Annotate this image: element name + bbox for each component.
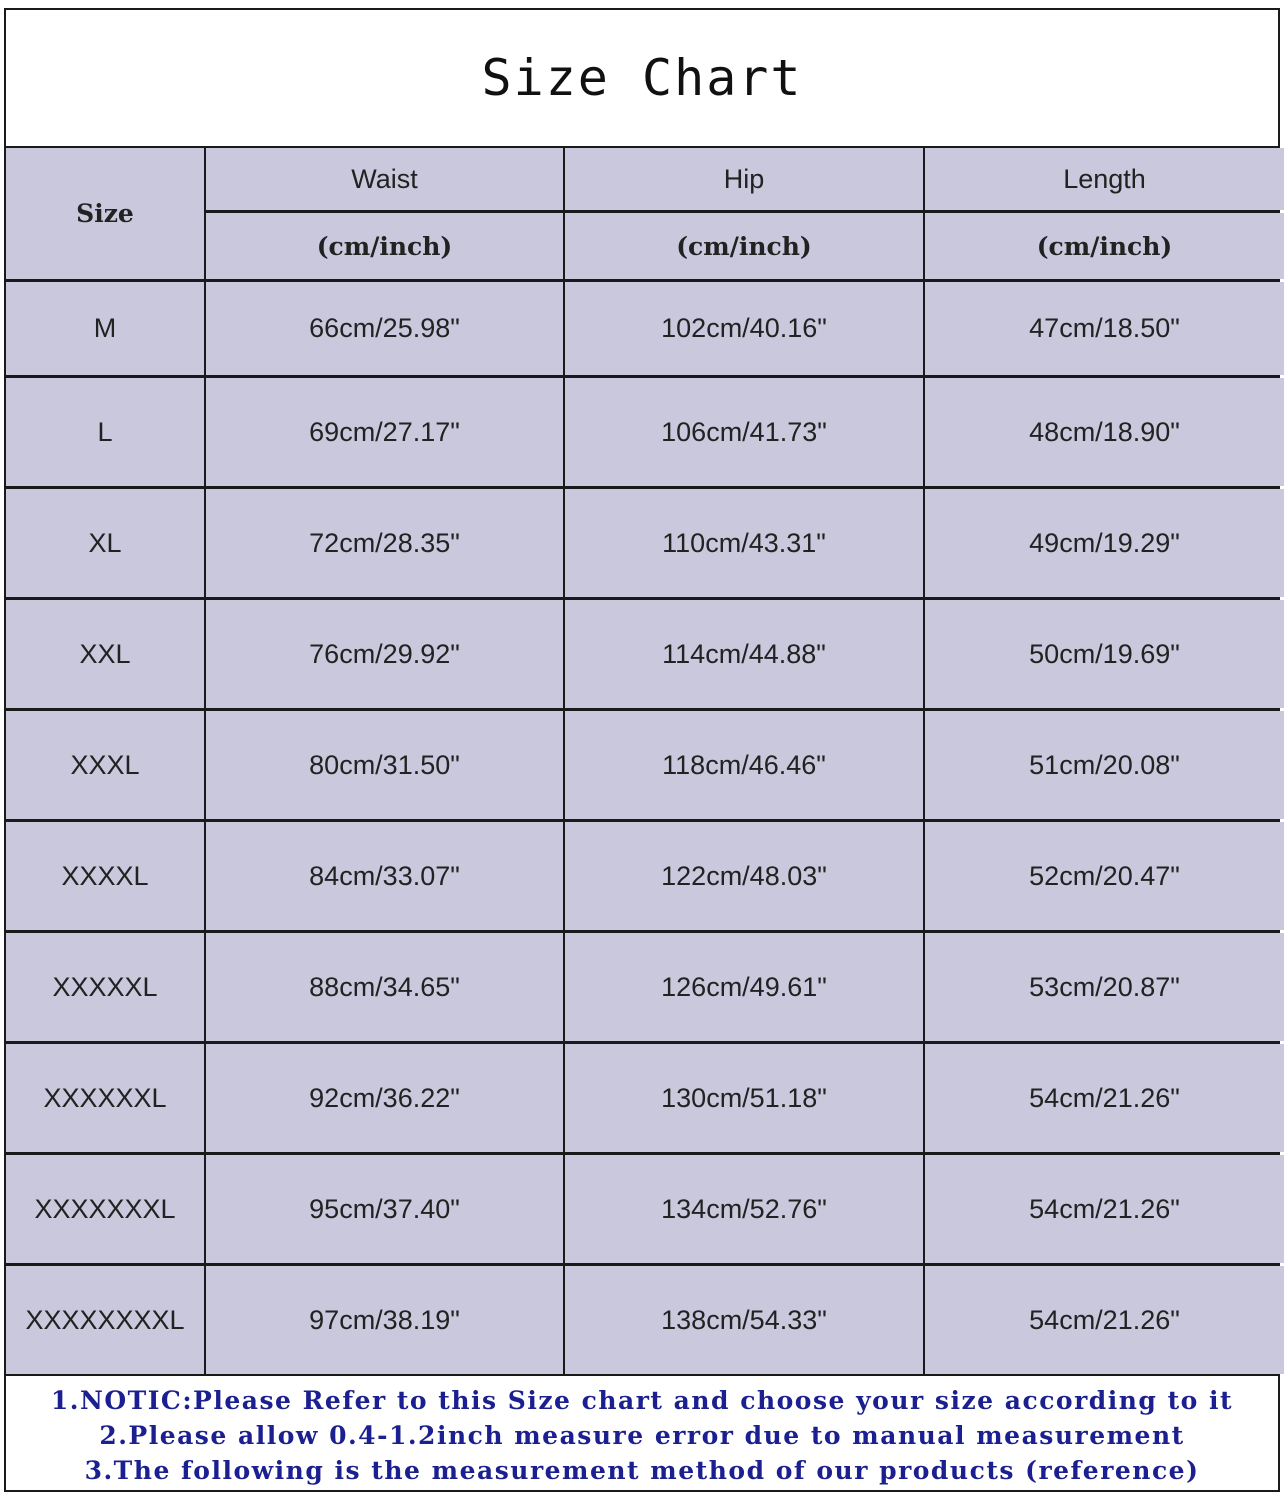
length-cell: 52cm/20.47" <box>925 822 1284 930</box>
size-cell: XXXL <box>6 711 204 819</box>
hip-cell: 126cm/49.61" <box>565 933 923 1041</box>
hip-cell: 102cm/40.16" <box>565 282 923 375</box>
length-cell: 54cm/21.26" <box>925 1155 1284 1263</box>
size-cell: XXXXL <box>6 822 204 930</box>
length-column-header: Length <box>925 148 1284 210</box>
hip-cell: 114cm/44.88" <box>565 600 923 708</box>
waist-column-header: Waist <box>206 148 563 210</box>
note-line-3: 3.The following is the measurement method of our products (reference) <box>84 1455 1200 1485</box>
hip-cell: 110cm/43.31" <box>565 489 923 597</box>
size-table <box>6 148 1278 1376</box>
length-cell: 51cm/20.08" <box>925 711 1284 819</box>
length-unit-label: (cm/inch) <box>925 213 1284 279</box>
length-cell: 47cm/18.50" <box>925 282 1284 375</box>
length-cell: 54cm/21.26" <box>925 1044 1284 1152</box>
hip-column-header: Hip <box>565 148 923 210</box>
length-cell: 53cm/20.87" <box>925 933 1284 1041</box>
length-cell: 54cm/21.26" <box>925 1266 1284 1374</box>
note-line-2: 2.Please allow 0.4-1.2inch measure error due to manual measurement <box>99 1420 1185 1450</box>
hip-cell: 134cm/52.76" <box>565 1155 923 1263</box>
note-line-1: 1.NOTIC:Please Refer to this Size chart and choose your size according to it <box>50 1385 1234 1415</box>
size-cell: M <box>6 282 204 375</box>
waist-cell: 72cm/28.35" <box>206 489 563 597</box>
hip-unit-label: (cm/inch) <box>565 213 923 279</box>
size-cell: XL <box>6 489 204 597</box>
size-cell: XXXXXL <box>6 933 204 1041</box>
hip-cell: 130cm/51.18" <box>565 1044 923 1152</box>
chart-title: Size Chart <box>6 10 1278 148</box>
size-cell: XXXXXXXL <box>6 1155 204 1263</box>
waist-cell: 76cm/29.92" <box>206 600 563 708</box>
waist-cell: 88cm/34.65" <box>206 933 563 1041</box>
size-cell: XXXXXXL <box>6 1044 204 1152</box>
waist-cell: 69cm/27.17" <box>206 378 563 486</box>
size-cell: XXL <box>6 600 204 708</box>
hip-cell: 122cm/48.03" <box>565 822 923 930</box>
length-cell: 50cm/19.69" <box>925 600 1284 708</box>
waist-cell: 80cm/31.50" <box>206 711 563 819</box>
notes-section <box>6 1380 1278 1490</box>
waist-cell: 97cm/38.19" <box>206 1266 563 1374</box>
hip-cell: 138cm/54.33" <box>565 1266 923 1374</box>
length-cell: 48cm/18.90" <box>925 378 1284 486</box>
waist-unit-label: (cm/inch) <box>206 213 563 279</box>
size-chart-frame <box>4 8 1280 1492</box>
waist-cell: 95cm/37.40" <box>206 1155 563 1263</box>
size-column-header: Size <box>6 148 204 279</box>
waist-cell: 84cm/33.07" <box>206 822 563 930</box>
waist-cell: 92cm/36.22" <box>206 1044 563 1152</box>
size-cell: XXXXXXXXL <box>6 1266 204 1374</box>
hip-cell: 118cm/46.46" <box>565 711 923 819</box>
waist-cell: 66cm/25.98" <box>206 282 563 375</box>
hip-cell: 106cm/41.73" <box>565 378 923 486</box>
size-cell: L <box>6 378 204 486</box>
length-cell: 49cm/19.29" <box>925 489 1284 597</box>
